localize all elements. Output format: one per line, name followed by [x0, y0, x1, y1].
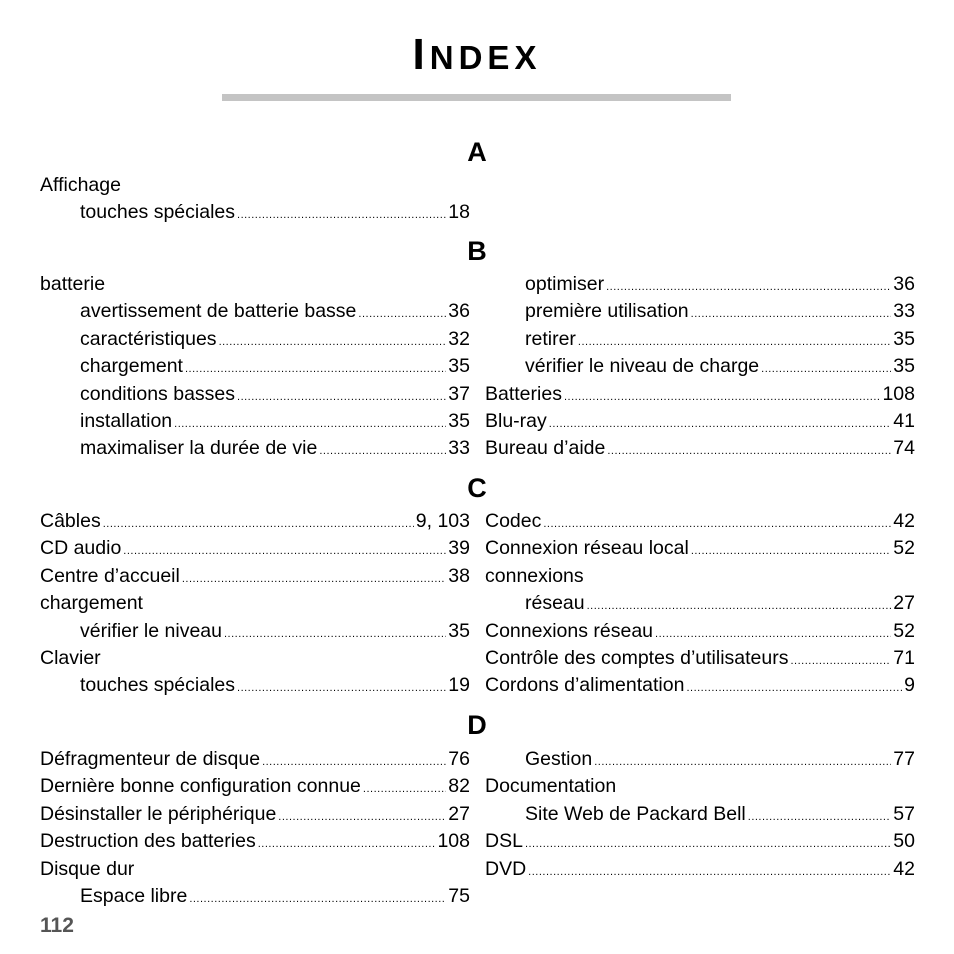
- dot-leader: [363, 776, 446, 803]
- index-entry: [40, 271, 470, 298]
- index-subentry: [40, 618, 470, 645]
- section-c-left-column: [40, 508, 470, 700]
- index-entry-page: 35: [448, 409, 470, 432]
- index-entry-page: 36: [893, 273, 915, 295]
- index-entry-page: 9: [904, 674, 915, 697]
- index-entry-page: 71: [893, 646, 915, 669]
- index-entry-label: première utilisation: [525, 300, 689, 323]
- index-subentry: [40, 353, 470, 380]
- index-subentry: [485, 353, 915, 380]
- page-title-rest: NDEX: [429, 39, 542, 76]
- index-entry: [485, 381, 915, 408]
- index-subentry: [40, 298, 470, 325]
- index-entry-page: 32: [448, 327, 470, 350]
- index-entry-label: connexions: [485, 564, 584, 587]
- index-entry-page: 41: [893, 409, 915, 432]
- index-entry-label: Clavier: [40, 646, 101, 669]
- dot-leader: [748, 804, 892, 831]
- dot-leader: [278, 804, 446, 831]
- dot-leader: [182, 566, 446, 593]
- index-entry: [485, 856, 915, 883]
- index-entry-label: Affichage: [40, 174, 121, 196]
- section-letter-d: D: [467, 710, 487, 740]
- index-subentry: [40, 199, 470, 226]
- index-subentry: [40, 381, 470, 408]
- index-entry: [485, 672, 915, 699]
- section-c-right-column: [485, 508, 915, 700]
- dot-leader: [219, 329, 447, 356]
- index-entry-label: Blu-ray: [485, 409, 547, 432]
- index-entry-page: 108: [882, 382, 915, 405]
- index-entry-page: 27: [448, 802, 470, 825]
- index-entry: [40, 645, 470, 672]
- title-rule: [222, 94, 731, 101]
- index-entry-label: touches spéciales: [80, 201, 236, 224]
- dot-leader: [189, 886, 446, 913]
- index-entry: [485, 618, 915, 645]
- index-entry: [485, 508, 915, 535]
- index-entry: [40, 563, 470, 590]
- dot-leader: [185, 356, 446, 383]
- dot-leader: [237, 675, 446, 702]
- index-entry-label: Gestion: [525, 748, 593, 770]
- dot-leader: [237, 202, 446, 229]
- index-entry-page: 77: [893, 748, 915, 770]
- index-entry: [40, 746, 470, 773]
- index-subentry: [485, 801, 915, 828]
- index-entry-page: 42: [893, 857, 915, 880]
- dot-leader: [594, 749, 891, 776]
- dot-leader: [528, 859, 891, 886]
- section-letter-a: A: [467, 137, 487, 167]
- index-entry: [40, 856, 470, 883]
- index-entry-page: 33: [893, 300, 915, 323]
- index-entry: [40, 535, 470, 562]
- index-entry-page: 33: [448, 437, 470, 460]
- index-entry-label: Bureau d’aide: [485, 437, 606, 460]
- index-entry-page: 57: [893, 802, 915, 825]
- section-a-left-column: [40, 172, 470, 227]
- index-entry: [40, 172, 470, 199]
- index-entry: [40, 801, 470, 828]
- dot-leader: [258, 831, 436, 858]
- index-subentry: [40, 435, 470, 462]
- page-title: [0, 30, 954, 80]
- index-entry-label: Désinstaller le périphérique: [40, 802, 277, 825]
- index-entry-label: batterie: [40, 273, 106, 295]
- index-entry: [485, 563, 915, 590]
- index-entry-label: réseau: [525, 592, 585, 615]
- dot-leader: [174, 411, 446, 438]
- dot-leader: [686, 675, 902, 702]
- index-entry-label: Câbles: [40, 510, 101, 532]
- index-entry-page: 35: [893, 355, 915, 378]
- section-letter-c: C: [467, 473, 487, 503]
- index-entry-label: Contrôle des comptes d’utilisateurs: [485, 646, 789, 669]
- index-entry-label: DVD: [485, 857, 527, 880]
- dot-leader: [123, 538, 446, 565]
- index-entry-page: 76: [448, 748, 470, 770]
- dot-leader: [224, 621, 446, 648]
- index-entry-page: 37: [448, 382, 470, 405]
- index-entry-label: Défragmenteur de disque: [40, 748, 261, 770]
- index-entry-label: Destruction des batteries: [40, 830, 256, 853]
- index-entry: [40, 590, 470, 617]
- index-entry-label: caractéristiques: [80, 327, 217, 350]
- index-subentry: [485, 746, 915, 773]
- index-entry-label: Espace libre: [80, 884, 188, 907]
- index-entry-page: 108: [437, 830, 470, 853]
- index-entry-label: Documentation: [485, 775, 617, 798]
- index-entry: [40, 773, 470, 800]
- index-entry-label: Site Web de Packard Bell: [525, 802, 746, 825]
- dot-leader: [607, 438, 891, 465]
- index-entry-page: 75: [448, 884, 470, 907]
- index-entry: [485, 773, 915, 800]
- index-entry-label: optimiser: [525, 273, 605, 295]
- index-entry-label: maximaliser la durée de vie: [80, 437, 318, 460]
- index-entry-page: 36: [448, 300, 470, 323]
- index-entry-label: chargement: [80, 355, 183, 378]
- dot-leader: [564, 384, 881, 411]
- dot-leader: [549, 411, 892, 438]
- index-entry: [485, 645, 915, 672]
- dot-leader: [587, 593, 892, 620]
- dot-leader: [525, 831, 891, 858]
- index-entry-label: Dernière bonne configuration connue: [40, 775, 361, 798]
- index-entry: [40, 508, 470, 535]
- index-entry-label: conditions basses: [80, 382, 236, 405]
- index-entry-label: Codec: [485, 510, 542, 532]
- index-entry-page: 35: [893, 327, 915, 350]
- index-subentry: [40, 326, 470, 353]
- index-entry-page: 27: [893, 592, 915, 615]
- index-entry-page: 9, 103: [415, 510, 470, 532]
- index-entry-page: 52: [893, 619, 915, 642]
- index-entry-page: 35: [448, 355, 470, 378]
- dot-leader: [761, 356, 891, 383]
- section-d-left-column: [40, 746, 470, 910]
- dot-leader: [606, 274, 891, 301]
- index-entry-page: 42: [893, 510, 915, 532]
- index-entry-label: vérifier le niveau: [80, 619, 222, 642]
- dot-leader: [543, 511, 891, 538]
- index-entry-page: 52: [893, 537, 915, 560]
- dot-leader: [319, 438, 446, 465]
- index-entry-page: 18: [448, 201, 470, 224]
- dot-leader: [691, 301, 892, 328]
- dot-leader: [691, 538, 891, 565]
- index-subentry: [40, 883, 470, 910]
- page-title-initial: I: [412, 30, 430, 79]
- dot-leader: [358, 301, 446, 328]
- index-entry: [485, 435, 915, 462]
- index-entry-page: 82: [448, 775, 470, 798]
- dot-leader: [578, 329, 891, 356]
- index-entry-label: Connexion réseau local: [485, 537, 689, 560]
- dot-leader: [237, 384, 446, 411]
- index-subentry: [485, 590, 915, 617]
- index-entry-label: chargement: [40, 592, 143, 615]
- index-entry-page: 19: [448, 674, 470, 697]
- index-entry-page: 38: [448, 564, 470, 587]
- dot-leader: [790, 648, 891, 675]
- index-entry-label: touches spéciales: [80, 674, 236, 697]
- index-entry-label: Disque dur: [40, 857, 135, 880]
- index-entry-label: CD audio: [40, 537, 122, 560]
- index-entry-page: 74: [893, 437, 915, 460]
- index-entry-label: installation: [80, 409, 173, 432]
- index-entry-label: Cordons d’alimentation: [485, 674, 685, 697]
- dot-leader: [103, 511, 414, 538]
- index-entry-label: DSL: [485, 830, 523, 853]
- index-entry-page: 35: [448, 619, 470, 642]
- index-entry-page: 39: [448, 537, 470, 560]
- index-subentry: [40, 672, 470, 699]
- index-subentry: [485, 326, 915, 353]
- index-entry-label: Connexions réseau: [485, 619, 654, 642]
- index-entry-label: Centre d’accueil: [40, 564, 180, 587]
- index-entry-label: vérifier le niveau de charge: [525, 355, 760, 378]
- section-b-left-column: [40, 271, 470, 463]
- index-entry-label: Batteries: [485, 382, 562, 405]
- section-letter-b: B: [467, 236, 487, 266]
- dot-leader: [655, 621, 891, 648]
- index-subentry: [485, 271, 915, 298]
- dot-leader: [262, 749, 446, 776]
- page-number: 112: [40, 914, 74, 937]
- index-subentry: [485, 298, 915, 325]
- index-entry: [40, 828, 470, 855]
- index-subentry: [40, 408, 470, 435]
- index-entry-label: avertissement de batterie basse: [80, 300, 357, 323]
- section-d-right-column: [485, 746, 915, 883]
- index-entry-label: retirer: [525, 327, 576, 350]
- index-entry: [485, 535, 915, 562]
- index-entry: [485, 828, 915, 855]
- index-entry: [485, 408, 915, 435]
- index-entry-page: 50: [893, 830, 915, 853]
- section-b-right-column: [485, 271, 915, 463]
